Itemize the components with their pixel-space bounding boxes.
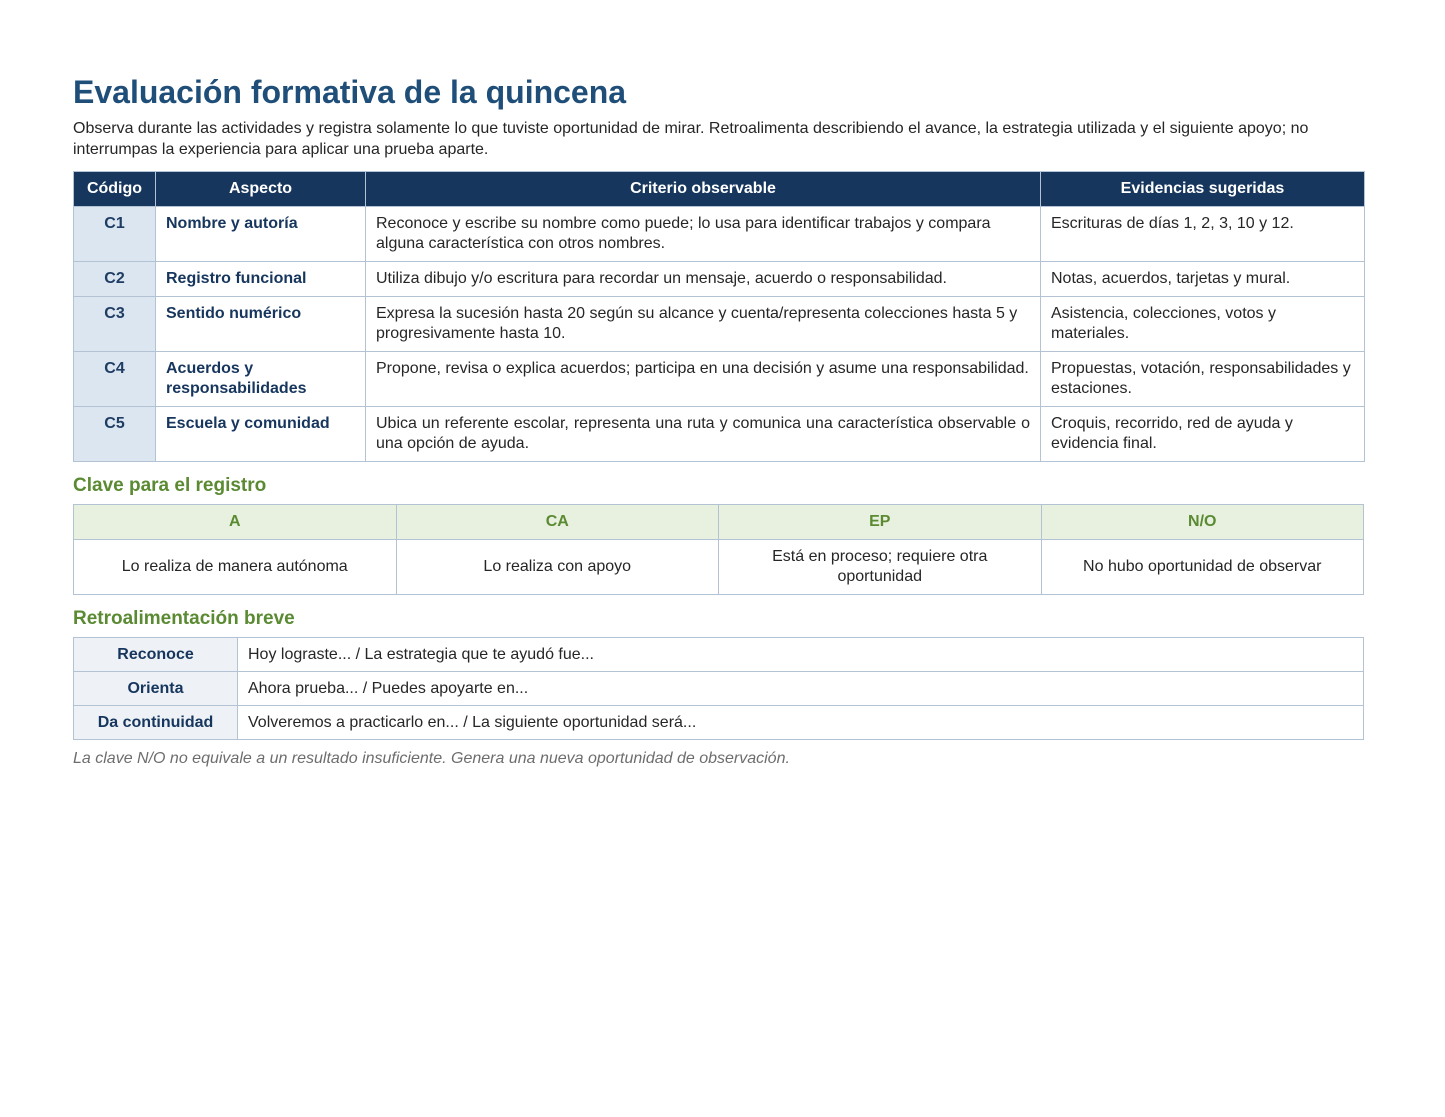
key-description-row — [74, 540, 1364, 595]
table-row — [74, 638, 1364, 672]
table-row — [74, 352, 1365, 407]
criterion-aspect: Escuela y comunidad — [156, 407, 366, 462]
table-row — [74, 407, 1365, 462]
feedback-label: Reconoce — [74, 638, 238, 672]
feedback-label: Orienta — [74, 672, 238, 706]
footnote: La clave N/O no equivale a un resultado insuficiente. Genera una nueva oportunidad de observación. — [73, 750, 790, 767]
feedback-text: Ahora prueba... / Puedes apoyarte en... — [238, 672, 1364, 706]
feedback-label: Da continuidad — [74, 706, 238, 740]
criterion-code: C4 — [74, 352, 156, 407]
table-row — [74, 297, 1365, 352]
table-row — [74, 262, 1365, 297]
criterion-code: C3 — [74, 297, 156, 352]
key-heading: Clave para el registro — [73, 475, 267, 496]
criterion-evidence: Asistencia, colecciones, votos y materiales. — [1041, 297, 1365, 352]
key-code: A — [74, 505, 397, 540]
key-code: EP — [719, 505, 1042, 540]
criteria-table — [73, 171, 1365, 462]
document-page — [73, 70, 1364, 769]
header-aspect: Aspecto — [156, 172, 366, 207]
key-description: No hubo oportunidad de observar — [1041, 540, 1364, 595]
feedback-table — [73, 637, 1364, 740]
key-table — [73, 504, 1364, 595]
criterion-evidence: Propuestas, votación, responsabilidades y estaciones. — [1041, 352, 1365, 407]
feedback-heading: Retroalimentación breve — [73, 608, 295, 629]
criterion-aspect: Acuerdos y responsabilidades — [156, 352, 366, 407]
header-evidence: Evidencias sugeridas — [1041, 172, 1365, 207]
key-header-row — [74, 505, 1364, 540]
key-description: Está en proceso; requiere otra oportunidad — [719, 540, 1042, 595]
criterion-text: Propone, revisa o explica acuerdos; participa en una decisión y asume una responsabilidad. — [366, 352, 1041, 407]
key-description: Lo realiza de manera autónoma — [74, 540, 397, 595]
feedback-text: Volveremos a practicarlo en... / La siguiente oportunidad será... — [238, 706, 1364, 740]
header-code: Código — [74, 172, 156, 207]
key-description: Lo realiza con apoyo — [396, 540, 719, 595]
criterion-text: Expresa la sucesión hasta 20 según su alcance y cuenta/representa colecciones hasta 5 y progresivamente hasta 10. — [366, 297, 1041, 352]
criterion-text: Reconoce y escribe su nombre como puede; lo usa para identificar trabajos y compara alguna característica con otros nombres. — [366, 207, 1041, 262]
criterion-code: C1 — [74, 207, 156, 262]
header-criterion: Criterio observable — [366, 172, 1041, 207]
criterion-text: Ubica un referente escolar, representa una ruta y comunica una característica observable o una opción de ayuda. — [366, 407, 1041, 462]
criterion-code: C5 — [74, 407, 156, 462]
table-row — [74, 672, 1364, 706]
criterion-evidence: Notas, acuerdos, tarjetas y mural. — [1041, 262, 1365, 297]
criterion-aspect: Nombre y autoría — [156, 207, 366, 262]
criterion-aspect: Sentido numérico — [156, 297, 366, 352]
feedback-text: Hoy lograste... / La estrategia que te ayudó fue... — [238, 638, 1364, 672]
key-code: N/O — [1041, 505, 1364, 540]
table-row — [74, 706, 1364, 740]
criterion-text: Utiliza dibujo y/o escritura para recordar un mensaje, acuerdo o responsabilidad. — [366, 262, 1041, 297]
criteria-header-row — [74, 172, 1365, 207]
criterion-evidence: Escrituras de días 1, 2, 3, 10 y 12. — [1041, 207, 1365, 262]
criterion-aspect: Registro funcional — [156, 262, 366, 297]
key-code: CA — [396, 505, 719, 540]
criterion-evidence: Croquis, recorrido, red de ayuda y evidencia final. — [1041, 407, 1365, 462]
criterion-code: C2 — [74, 262, 156, 297]
page-title: Evaluación formativa de la quincena — [73, 74, 627, 110]
intro-text: Observa durante las actividades y registra solamente lo que tuviste oportunidad de mirar. Retroalimenta describiendo el avance, la estrategia utilizada y el siguiente apoyo; no interrumpas la experiencia para aplicar una prueba aparte. — [73, 120, 1309, 158]
table-row — [74, 207, 1365, 262]
